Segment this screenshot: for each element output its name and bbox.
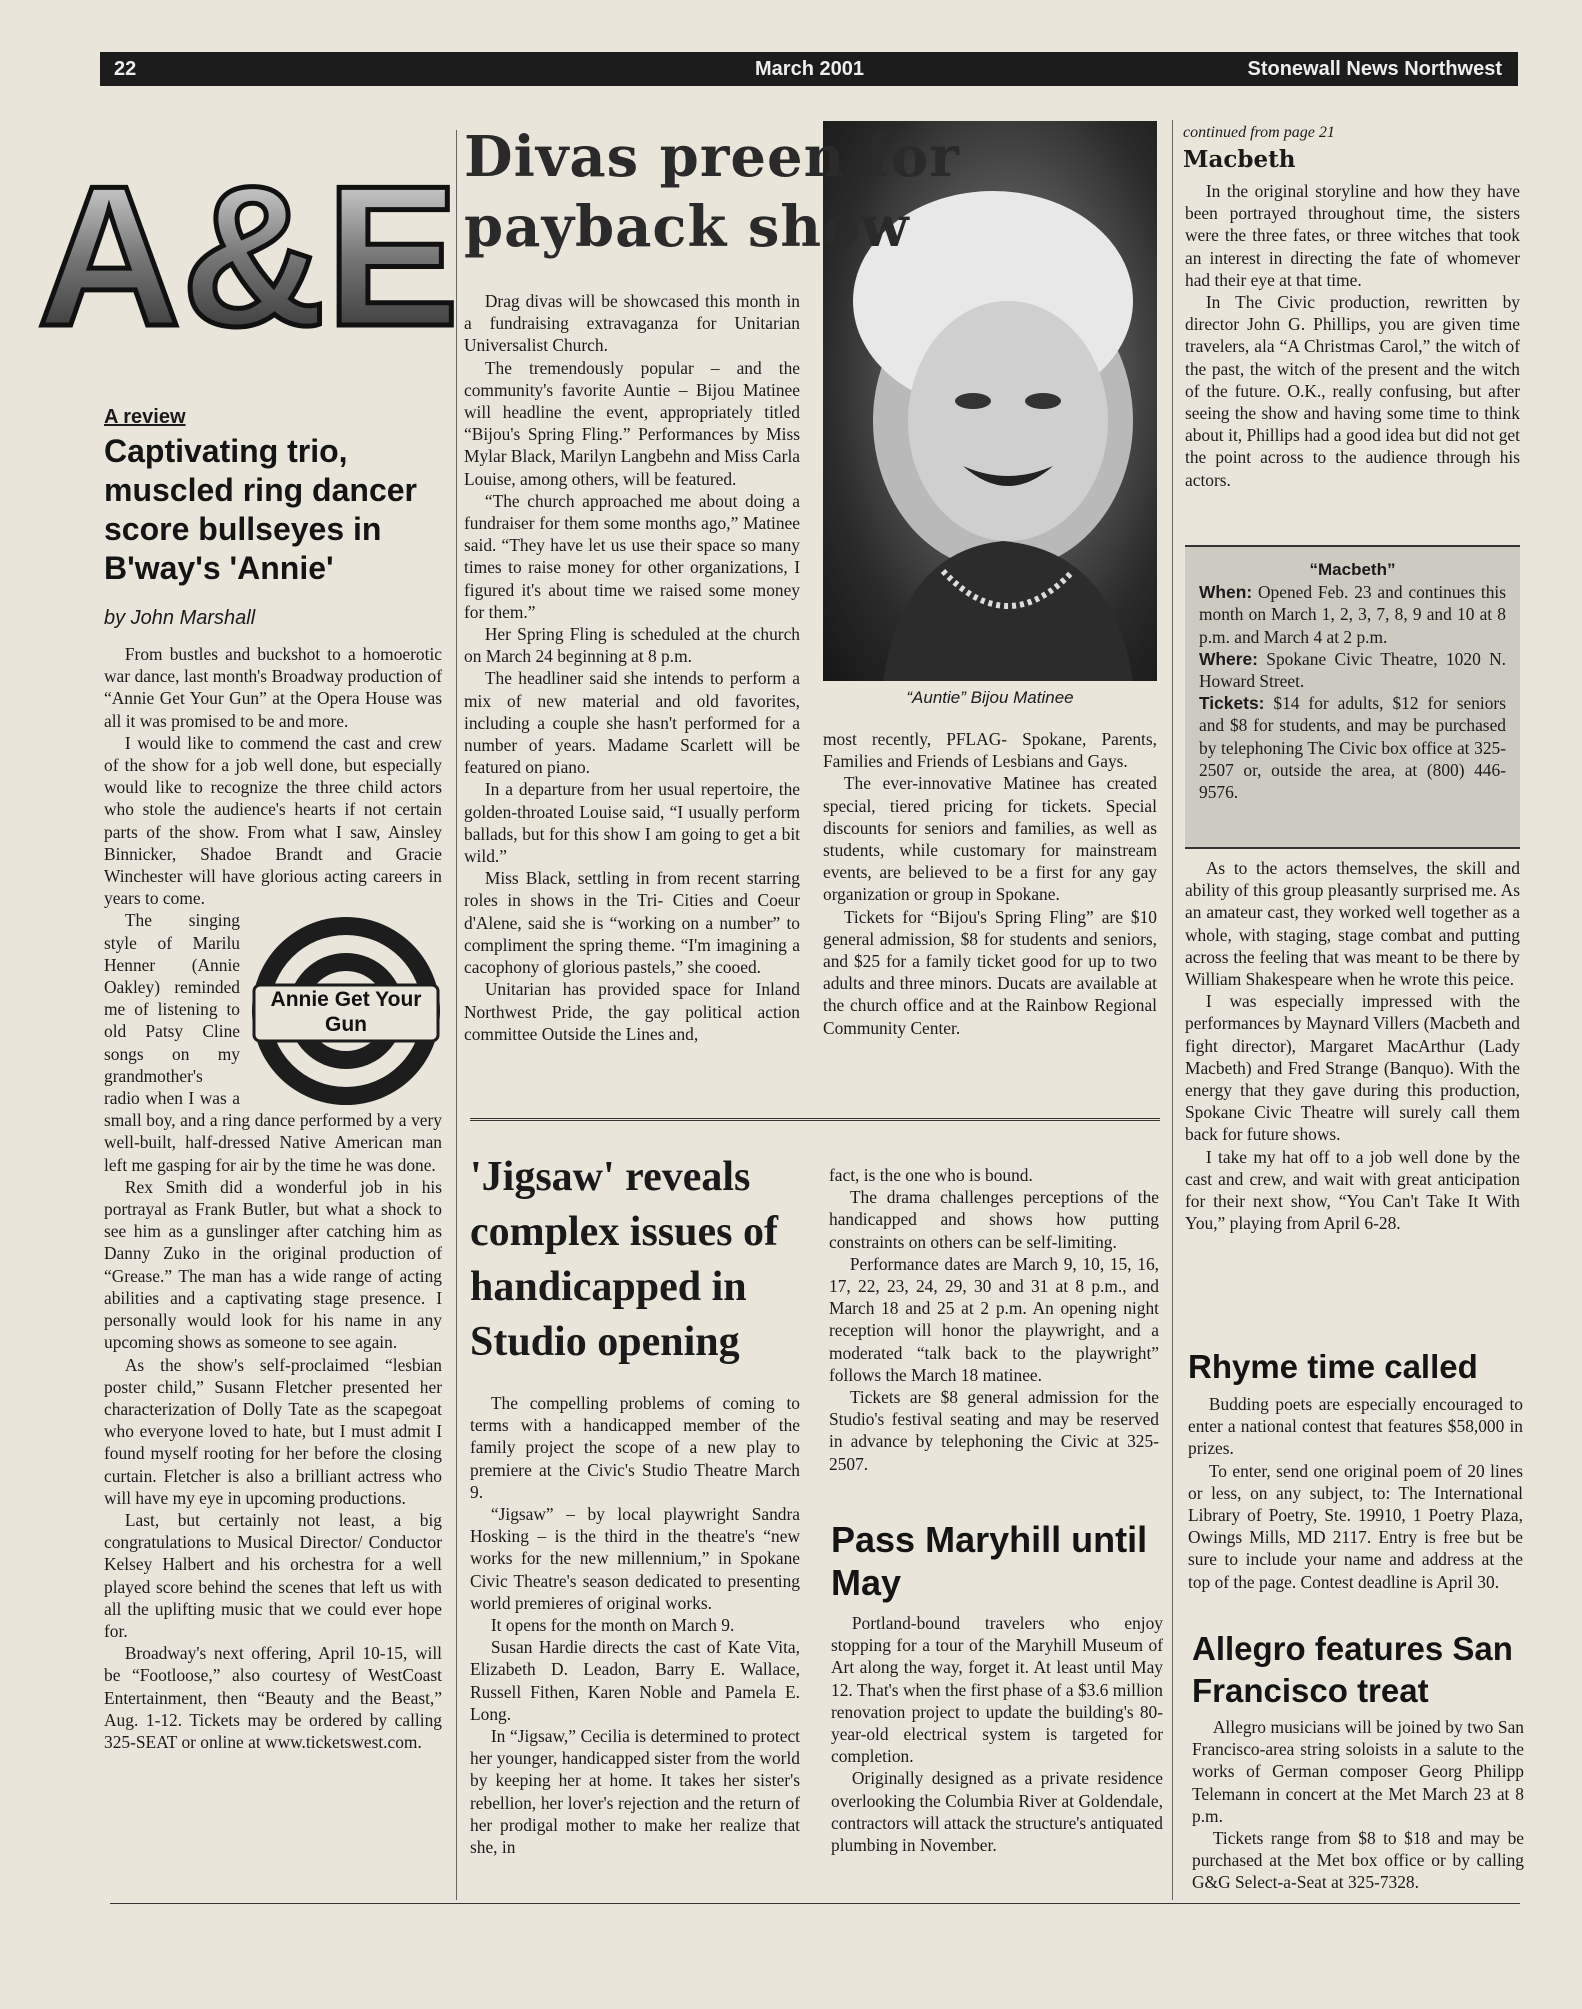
column-rule	[1172, 120, 1173, 1900]
jigsaw-headline: 'Jigsaw' reveals complex issues of handicapped in Studio opening	[470, 1154, 778, 1365]
divas-column-1	[464, 290, 800, 1045]
when-label: When:	[1199, 582, 1253, 603]
annie-paragraph-5: As the show's self-proclaimed “lesbian poster child,” Susann Fletcher presented her characterization of Dolly Tate as the scapegoat who everyone loved to hate, but I must admit I found myself rooting for her before the closing curtain. Fletcher is also a brilliant actress who will have my eye in upcoming productions.	[104, 1354, 442, 1508]
info-when	[1199, 581, 1506, 648]
where-label: Where:	[1199, 648, 1258, 669]
page-header-bar	[100, 52, 1518, 86]
macbeth-title: Macbeth	[1183, 146, 1296, 173]
annie-paragraph-1: From bustles and buckshot to a homoerotic war dance, last month's Broadway production of “Annie Get Your Gun” at the Opera House was all it was promised to be and more.	[104, 644, 442, 731]
annie-paragraph-3: The singing style of Marilu Henner (Annie Oakley) reminded me of listening to old Patsy Cline songs on my grandmother's radio when I was a small boy, and a ring dance performed by a very well-built, half-dressed Native American man left me gasping for air by the time he was done.	[104, 910, 442, 1175]
maryhill-body	[831, 1612, 1163, 1856]
section-divider	[470, 1118, 1160, 1121]
annie-headline: Captivating trio, muscled ring dancer score bullseyes in B'way's 'Annie'	[104, 433, 417, 586]
rhyme-paragraph-2: To enter, send one original poem of 20 lines or less, on any subject, to: The International Library of Poetry, Ste. 19910, 1 Poetry Plaza, Owings Mills, MD 2117. Entry is free but be sure to include your name and address at the top of the page. Contest deadline is April 30.	[1188, 1460, 1523, 1592]
divas-paragraph-4: Her Spring Fling is scheduled at the church on March 24 beginning at 8 p.m.	[464, 624, 800, 667]
page-number: 22	[114, 58, 137, 80]
divas-headline	[464, 122, 1164, 262]
publication-name: Stonewall News Northwest	[1247, 58, 1502, 80]
annie-byline: by John Marshall	[104, 607, 256, 629]
divas-column-2	[823, 728, 1157, 1039]
rhyme-headline: Rhyme time called	[1188, 1348, 1478, 1385]
annie-article-body	[104, 643, 442, 1752]
jigsaw-column-2	[829, 1164, 1159, 1475]
jigsaw-paragraph-5: In “Jigsaw,” Cecilia is determined to protect her younger, handicapped sister from the world by keeping her at home. It takes her sister's rebellion, her lover's rejection and the return of her prodigal mother to make her realize that she, in	[470, 1726, 800, 1858]
divas-paragraph-3: “The church approached me about doing a fundraiser for them some months ago,” Matinee said. “They have let us use their space so many times to raise money for other organizations, I figured it's about time we raised some money for them.”	[464, 490, 800, 622]
review-kicker: A review	[104, 406, 186, 428]
info-where	[1199, 648, 1506, 692]
annie-paragraph-6: Last, but certainly not least, a big congratulations to Musical Director/ Conductor Kelsey Halbert and his orchestra for a well played score behind the scenes that left us with all the uplifting music that we could ever hope for.	[104, 1509, 442, 1641]
jigsaw-paragraph-8: Tickets are $8 general admission for the Studio's festival seating and may be reserved in advance by telephoning the Civic at 325-2507.	[829, 1387, 1159, 1474]
issue-date: March 2001	[755, 58, 864, 80]
divas-continuation: most recently, PFLAG- Spokane, Parents, Families and Friends of Lesbians and Gays.	[823, 729, 1157, 772]
macbeth-paragraph-3: As to the actors themselves, the skill and ability of this group pleasantly surprised me. As an amateur cast, they worked well together as a whole, with staging, stage combat and putting across the feeling that was meant to be there by William Shakespeare when he wrote this peice.	[1185, 858, 1520, 990]
annie-paragraph-2: I would like to commend the cast and crew of the show for a job well done, but especially would like to recognize the three child actors who stole the audience's hearts if not certain parts of the show. From what I saw, Ainsley Binnicker, Shadoe Brandt and Gracie Winchester will have glorious acting careers in years to come.	[104, 732, 442, 909]
divas-paragraph-5: The headliner said she intends to perform a mix of new material and old favorites, including a couple she hasn't performed for a number of years. Madame Scarlett will be featured on piano.	[464, 668, 800, 778]
jigsaw-paragraph-2: “Jigsaw” – by local playwright Sandra Hosking – is the third in the theatre's “new works for the new millennium,” in Spokane Civic Theatre's season dedicated to presenting world premieres of original works.	[470, 1504, 800, 1613]
jigsaw-continuation: fact, is the one who is bound.	[829, 1165, 1033, 1185]
macbeth-body-2	[1185, 857, 1520, 1234]
info-tickets	[1199, 692, 1506, 803]
jigsaw-paragraph-1: The compelling problems of coming to terms with a handicapped member of the family project the scope of a new play to premiere at the Civic's Studio Theatre March 9.	[470, 1393, 800, 1502]
when-text: Opened Feb. 23 and continues this month on March 1, 2, 3, 7, 8, 9 and 10 at 8 p.m. and March 4 at 2 p.m.	[1199, 582, 1507, 647]
photo-caption: “Auntie” Bijou Matinee	[906, 688, 1074, 707]
jigsaw-paragraph-4: Susan Hardie directs the cast of Kate Vita, Elizabeth D. Leadon, Barry E. Wallace, Russell Fithen, Karen Noble and Pamela E. Long.	[470, 1637, 800, 1724]
rhyme-paragraph-1: Budding poets are especially encouraged to enter a national contest that features $58,000 in prizes.	[1188, 1394, 1523, 1459]
maryhill-headline: Pass Maryhill until May	[831, 1519, 1148, 1603]
bottom-rule	[110, 1903, 1520, 1904]
info-box-title: “Macbeth”	[1309, 560, 1396, 579]
annie-logo-text: Annie Get Your Gun	[270, 988, 422, 1037]
annie-paragraph-4: Rex Smith did a wonderful job in his portrayal as Frank Butler, but what a shock to see him as a gunslinger after catching him as Danny Zuko in the original production of “Grease.” The man has a wide range of acting abilities and a captivating stage presence. I personally would look for his name in any upcoming shows as someone to see again.	[104, 1176, 442, 1353]
macbeth-body-1	[1185, 180, 1520, 491]
macbeth-paragraph-2: In The Civic production, rewritten by director John G. Phillips, you are given time travelers, ala “A Christmas Carol,” the witch of the past, the witch of the present and the witch of the future. O.K., really confusing, but after seeing the show and having some time to think about it, Phillips had a good idea but did not get the point across to the audience through his actors.	[1185, 292, 1520, 490]
divas-paragraph-8: Unitarian has provided space for Inland Northwest Pride, the gay political action committee Outside the Lines and,	[464, 979, 800, 1044]
where-text: Spokane Civic Theatre, 1020 N. Howard Street.	[1199, 648, 1506, 692]
section-logo	[36, 130, 460, 368]
macbeth-info-box	[1185, 545, 1520, 849]
macbeth-paragraph-5: I take my hat off to a job well done by the cast and crew, and wait with great anticipation for their next show, “You Can't Take It With You,” playing from April 6-28.	[1185, 1146, 1520, 1234]
rhyme-body	[1188, 1393, 1523, 1593]
divas-headline-text: Divas preen for payback show	[464, 124, 960, 260]
divas-paragraph-6: In a departure from her usual repertoire, the golden-throated Louise said, “I usually perform ballads, but for this show I am going to get a bit wild.”	[464, 779, 800, 867]
divas-paragraph-1: Drag divas will be showcased this month in a fundraising extravaganza for Unitarian Universalist Church.	[464, 291, 800, 356]
divas-paragraph-2: The tremendously popular – and the community's favorite Auntie – Bijou Matinee will headline the event, appropriately titled “Bijou's Spring Fling.” Performances by Miss Mylar Black, Marilyn Langbehn and Miss Carla Louise, among others, will be featured.	[464, 357, 800, 489]
allegro-paragraph-2: Tickets range from $8 to $18 and may be purchased at the Met box office or by calling G&G Select-a-Seat at 325-7328.	[1192, 1828, 1524, 1893]
jigsaw-column-1	[470, 1392, 800, 1858]
jigsaw-paragraph-7: Performance dates are March 9, 10, 15, 16, 17, 22, 23, 24, 29, 30 and 31 at 8 p.m., and March 18 and 25 at 2 p.m. An opening night reception will honor the playwright, and a moderated “talk back to the playwright” follows the March 18 matinee.	[829, 1253, 1159, 1385]
column-rule	[456, 130, 457, 1900]
section-logo-text: A&E	[36, 145, 460, 368]
annie-paragraph-7: Broadway's next offering, April 10-15, will be “Footloose,” also courtesy of WestCoast Entertainment, then “Beauty and the Beast,” Aug. 1-12. Tickets may be ordered by calling 325-SEAT or online at www.ticketswest.com.	[104, 1643, 442, 1752]
tickets-label: Tickets:	[1199, 693, 1265, 714]
divas-paragraph-9: The ever-innovative Matinee has created special, tiered pricing for tickets. Special discounts for seniors and families, as well as students, while customary for mainstream events, are believed to be a first for any gay organization or group in Spokane.	[823, 773, 1157, 905]
allegro-body	[1192, 1716, 1524, 1894]
divas-paragraph-7: Miss Black, settling in from recent starring roles in shows in the Tri- Cities and Coeur d'Alene, said she is “working on a number” to compliment the spring theme. “I'm imagining a cacophony of glorious pastels,” she cooed.	[464, 868, 800, 978]
continued-from-note: continued from page 21	[1183, 124, 1335, 141]
macbeth-paragraph-4: I was especially impressed with the performances by Maynard Villers (Macbeth and fight director), Margaret MacArthur (Lady Macbeth) and Fred Strange (Banquo). With the energy that they gave during this production, Spokane Civic Theatre will surely call them back for future shows.	[1185, 991, 1520, 1145]
allegro-paragraph-1: Allegro musicians will be joined by two San Francisco-area string soloists in a salute to the works of German composer Georg Philipp Telemann in concert at the Met March 23 at 8 p.m.	[1192, 1717, 1524, 1826]
maryhill-paragraph-1: Portland-bound travelers who enjoy stopping for a tour of the Maryhill Museum of Art along the way, forget it. At least until May 12. That's when the first phase of a $3.6 million renovation project to update the building's 80-year-old electrical system is targeted for completion.	[831, 1613, 1163, 1767]
tickets-text: $14 for adults, $12 for seniors and $8 for students, and may be purchased by telephoning The Civic box office at 325-2507 or, outside the area, at (800) 446-9576.	[1199, 693, 1506, 803]
maryhill-paragraph-2: Originally designed as a private residence overlooking the Columbia River at Goldendale, contractors will attack the structure's antiquated plumbing in November.	[831, 1768, 1163, 1856]
annie-logo-target	[246, 913, 446, 1108]
allegro-headline: Allegro features San Francisco treat	[1192, 1630, 1513, 1709]
divas-paragraph-10: Tickets for “Bijou's Spring Fling” are $10 general admission, $8 for students and seniors, and $25 for a family ticket good for up to two adults and three minors. Ducats are available at the church office and at the Rainbow Regional Community Center.	[823, 906, 1157, 1038]
jigsaw-paragraph-6: The drama challenges perceptions of the handicapped and shows how putting constraints on others can be self-limiting.	[829, 1187, 1159, 1252]
macbeth-paragraph-1: In the original storyline and how they have been portrayed throughout time, the sisters were the three fates, or three witches that took an interest in directing the fate of whomever had their eye at that time.	[1185, 181, 1520, 290]
jigsaw-paragraph-3: It opens for the month on March 9.	[490, 1615, 735, 1636]
